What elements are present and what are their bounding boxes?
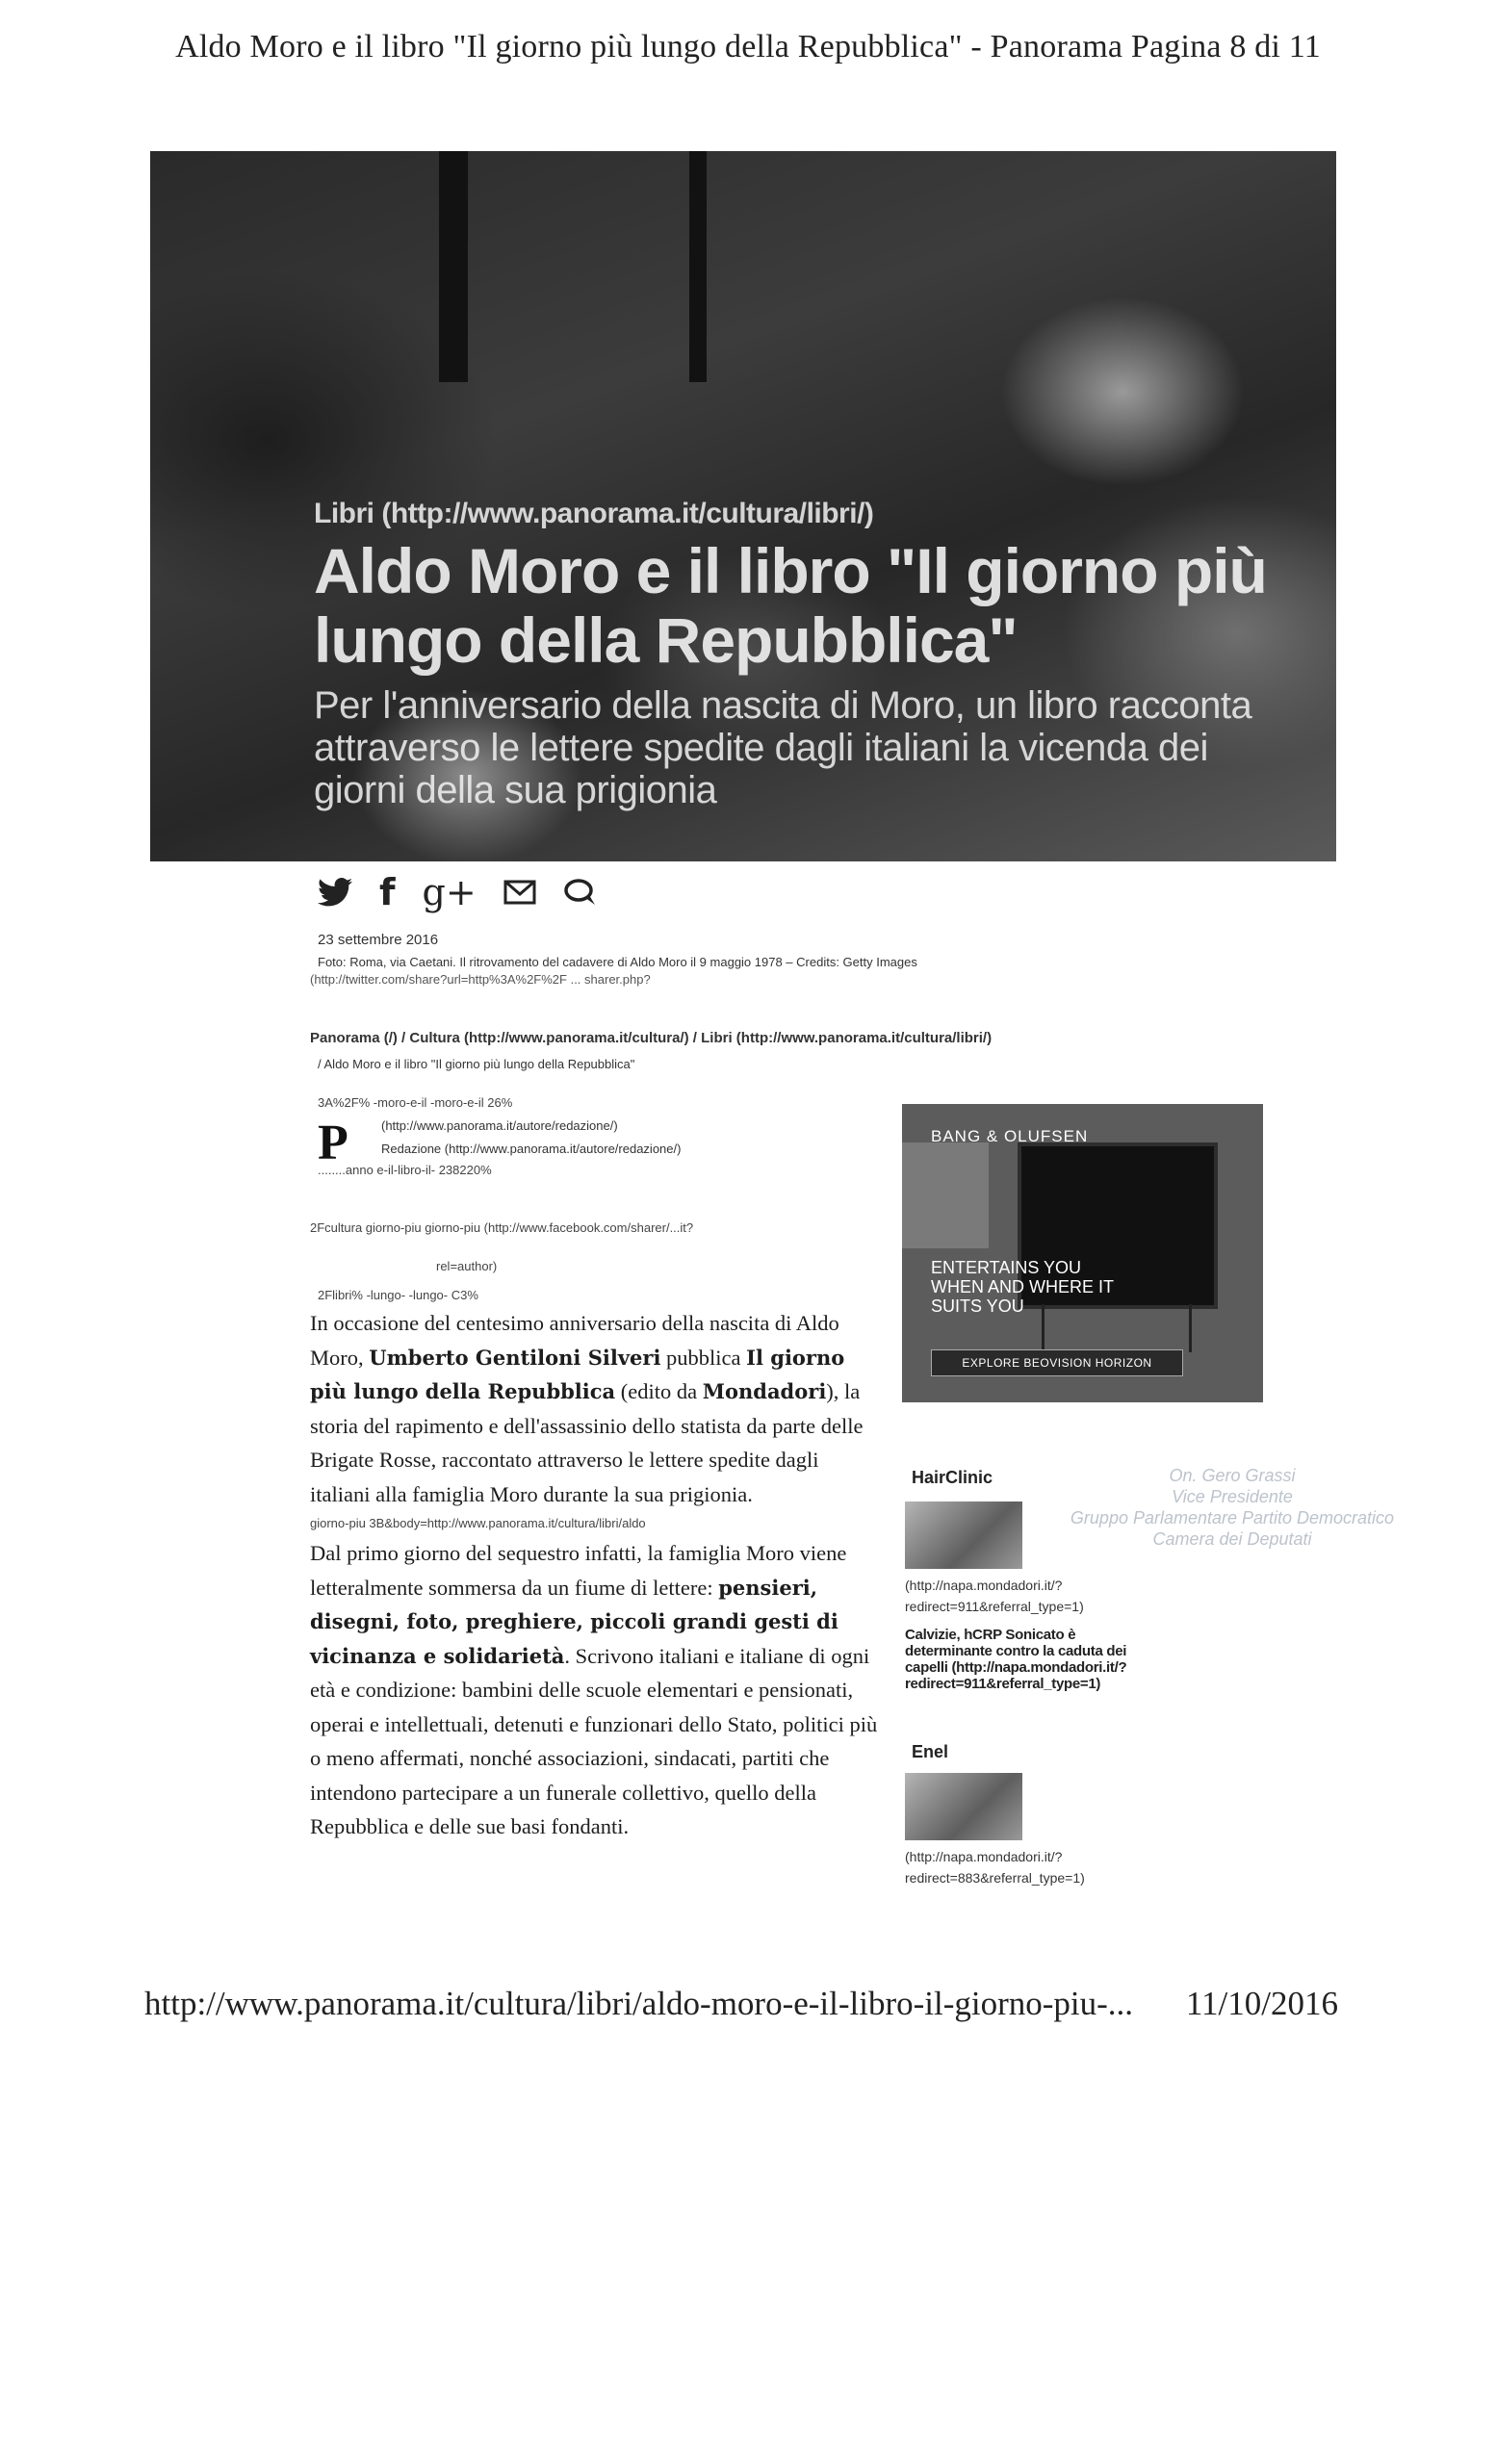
photo-detail (439, 151, 468, 382)
sponsor-headline[interactable]: Calvizie, hCRP Sonicato è determinante contro la caduta dei capelli (http://napa.mondadori.it/?redirect=911&referral_type=1) (905, 1627, 1127, 1692)
author-rel: rel=author) (436, 1259, 498, 1273)
url-fragment: giorno-piu 3B&body=http://www.panorama.it/cultura/libri/aldo (310, 1516, 646, 1530)
footer-url: http://www.panorama.it/cultura/libri/aldo-moro-e-il-libro-il-giorno-piu-... (144, 1985, 1134, 2022)
photo-detail (689, 151, 707, 382)
signature-stamp: On. Gero Grassi Vice Presidente Gruppo Parlamentare Partito Democratico Camera dei Deputati (1070, 1466, 1395, 1549)
sponsor-name-hairclinic[interactable]: HairClinic (912, 1468, 993, 1487)
author-name: Umberto Gentiloni Silveri (369, 1345, 661, 1370)
breadcrumb-current: / Aldo Moro e il libro "Il giorno più lungo della Repubblica" (318, 1057, 635, 1071)
ad-shelf (902, 1142, 989, 1248)
url-fragment: ........anno e-il-libro-il- 238220% (318, 1163, 492, 1177)
sponsor-name-enel[interactable]: Enel (912, 1742, 949, 1761)
sponsor-thumbnail[interactable] (905, 1502, 1022, 1569)
highlight-text: pensieri, disegni, foto, preghiere, piccoli grandi gesti di vicinanza e solidarietà (310, 1575, 838, 1668)
photo-credit (318, 955, 1011, 969)
publish-date: 23 settembre 2016 (318, 932, 439, 948)
category-link[interactable]: Libri (http://www.panorama.it/cultura/libri/) (314, 498, 874, 529)
author-name-link[interactable]: Redazione (http://www.panorama.it/autore/redazione/) (381, 1142, 682, 1156)
breadcrumb[interactable]: Panorama (/) / Cultura (http://www.panorama.it/cultura/) / Libri (http://www.panorama.it/cultura/libri/) (310, 1030, 993, 1046)
url-fragment: 3A%2F% -moro-e-il -moro-e-il 26% (318, 1095, 513, 1110)
paragraph-2: Dal primo giorno del sequestro infatti, la famiglia Moro viene letteralmente sommersa da un fiume di lettere: pensieri, disegni, foto, preghiere, piccoli grandi gesti di vicinanza e solidarietà. Scrivono italiani e italiane di ogni età e condizione: bambini delle scuole elementari e pensionati, operai e intellettuali, detenuti e funzionari dello Stato, politici più o meno affermati, nonché associazioni, sindacati, partiti che intendono partecipare a un funerale collettivo, quello della Repubblica e delle sue basi fondanti. (310, 1541, 878, 1838)
author-logo: P (318, 1116, 348, 1170)
advertisement[interactable] (902, 1104, 1263, 1402)
ad-cta-button[interactable]: EXPLORE BEOVISION HORIZON (931, 1349, 1183, 1376)
publisher-name: Mondadori (702, 1379, 827, 1403)
paragraph-1: In occasione del centesimo anniversario della nascita di Aldo Moro, Umberto Gentiloni Silveri pubblica Il giorno più lungo della Repubblica (edito da Mondadori), la storia del rapimento e dell'assassinio dello statista da parte delle Brigate Rosse, raccontato attraverso le lettere spedite dagli italiani alla famiglia Moro durante la sua prigionia. (310, 1311, 864, 1506)
hero-image (150, 151, 1336, 861)
hero-caption (314, 498, 1277, 811)
url-fragment: 2Flibri% -lungo- -lungo- C3% (318, 1288, 478, 1302)
url-fragment[interactable]: 2Fcultura giorno-piu giorno-piu (http://www.facebook.com/sharer/...it? (310, 1220, 694, 1235)
facebook-icon[interactable]: f (379, 871, 396, 913)
author-url[interactable]: (http://www.panorama.it/autore/redazione/) (381, 1118, 618, 1133)
print-header: Aldo Moro e il libro "Il giorno più lungo della Repubblica" - Panorama Pagina 8 di 11 (175, 29, 1321, 64)
sponsor-url[interactable]: (http://napa.mondadori.it/?redirect=883&referral_type=1) (905, 1849, 1085, 1886)
sponsor-url[interactable]: (http://napa.mondadori.it/?redirect=911&referral_type=1) (905, 1578, 1084, 1614)
ad-headline: ENTERTAINS YOU WHEN AND WHERE IT SUITS YOU (931, 1258, 1114, 1316)
google-plus-icon[interactable]: g+ (422, 871, 477, 913)
twitter-icon[interactable] (318, 878, 352, 907)
share-bar (318, 871, 598, 913)
comments-icon[interactable] (563, 878, 598, 907)
share-url-fragment[interactable]: (http://twitter.com/share?url=http%3A%2F%2F ... sharer.php? (310, 972, 651, 987)
article-body (310, 1306, 878, 1844)
article-title: Aldo Moro e il libro "Il giorno più lungo della Repubblica" (314, 535, 1267, 676)
ad-brand: BANG & OLUFSEN (931, 1127, 1089, 1145)
article-subtitle: Per l'anniversario della nascita di Moro, un libro racconta attraverso le lettere spedite dagli italiani la vicenda dei giorni della sua prigionia (314, 684, 1252, 811)
sponsor-thumbnail[interactable] (905, 1773, 1022, 1840)
email-icon[interactable] (503, 880, 536, 905)
print-footer (144, 1985, 1338, 2023)
footer-date: 11/10/2016 (1185, 1985, 1338, 2022)
author-links (381, 1115, 681, 1161)
photo-credit-text: Foto: Roma, via Caetani. Il ritrovamento del cadavere di Aldo Moro il 9 maggio 1978 – Credits: Getty Images (318, 955, 917, 969)
book-title: Il giorno più lungo della Repubblica (310, 1345, 845, 1403)
